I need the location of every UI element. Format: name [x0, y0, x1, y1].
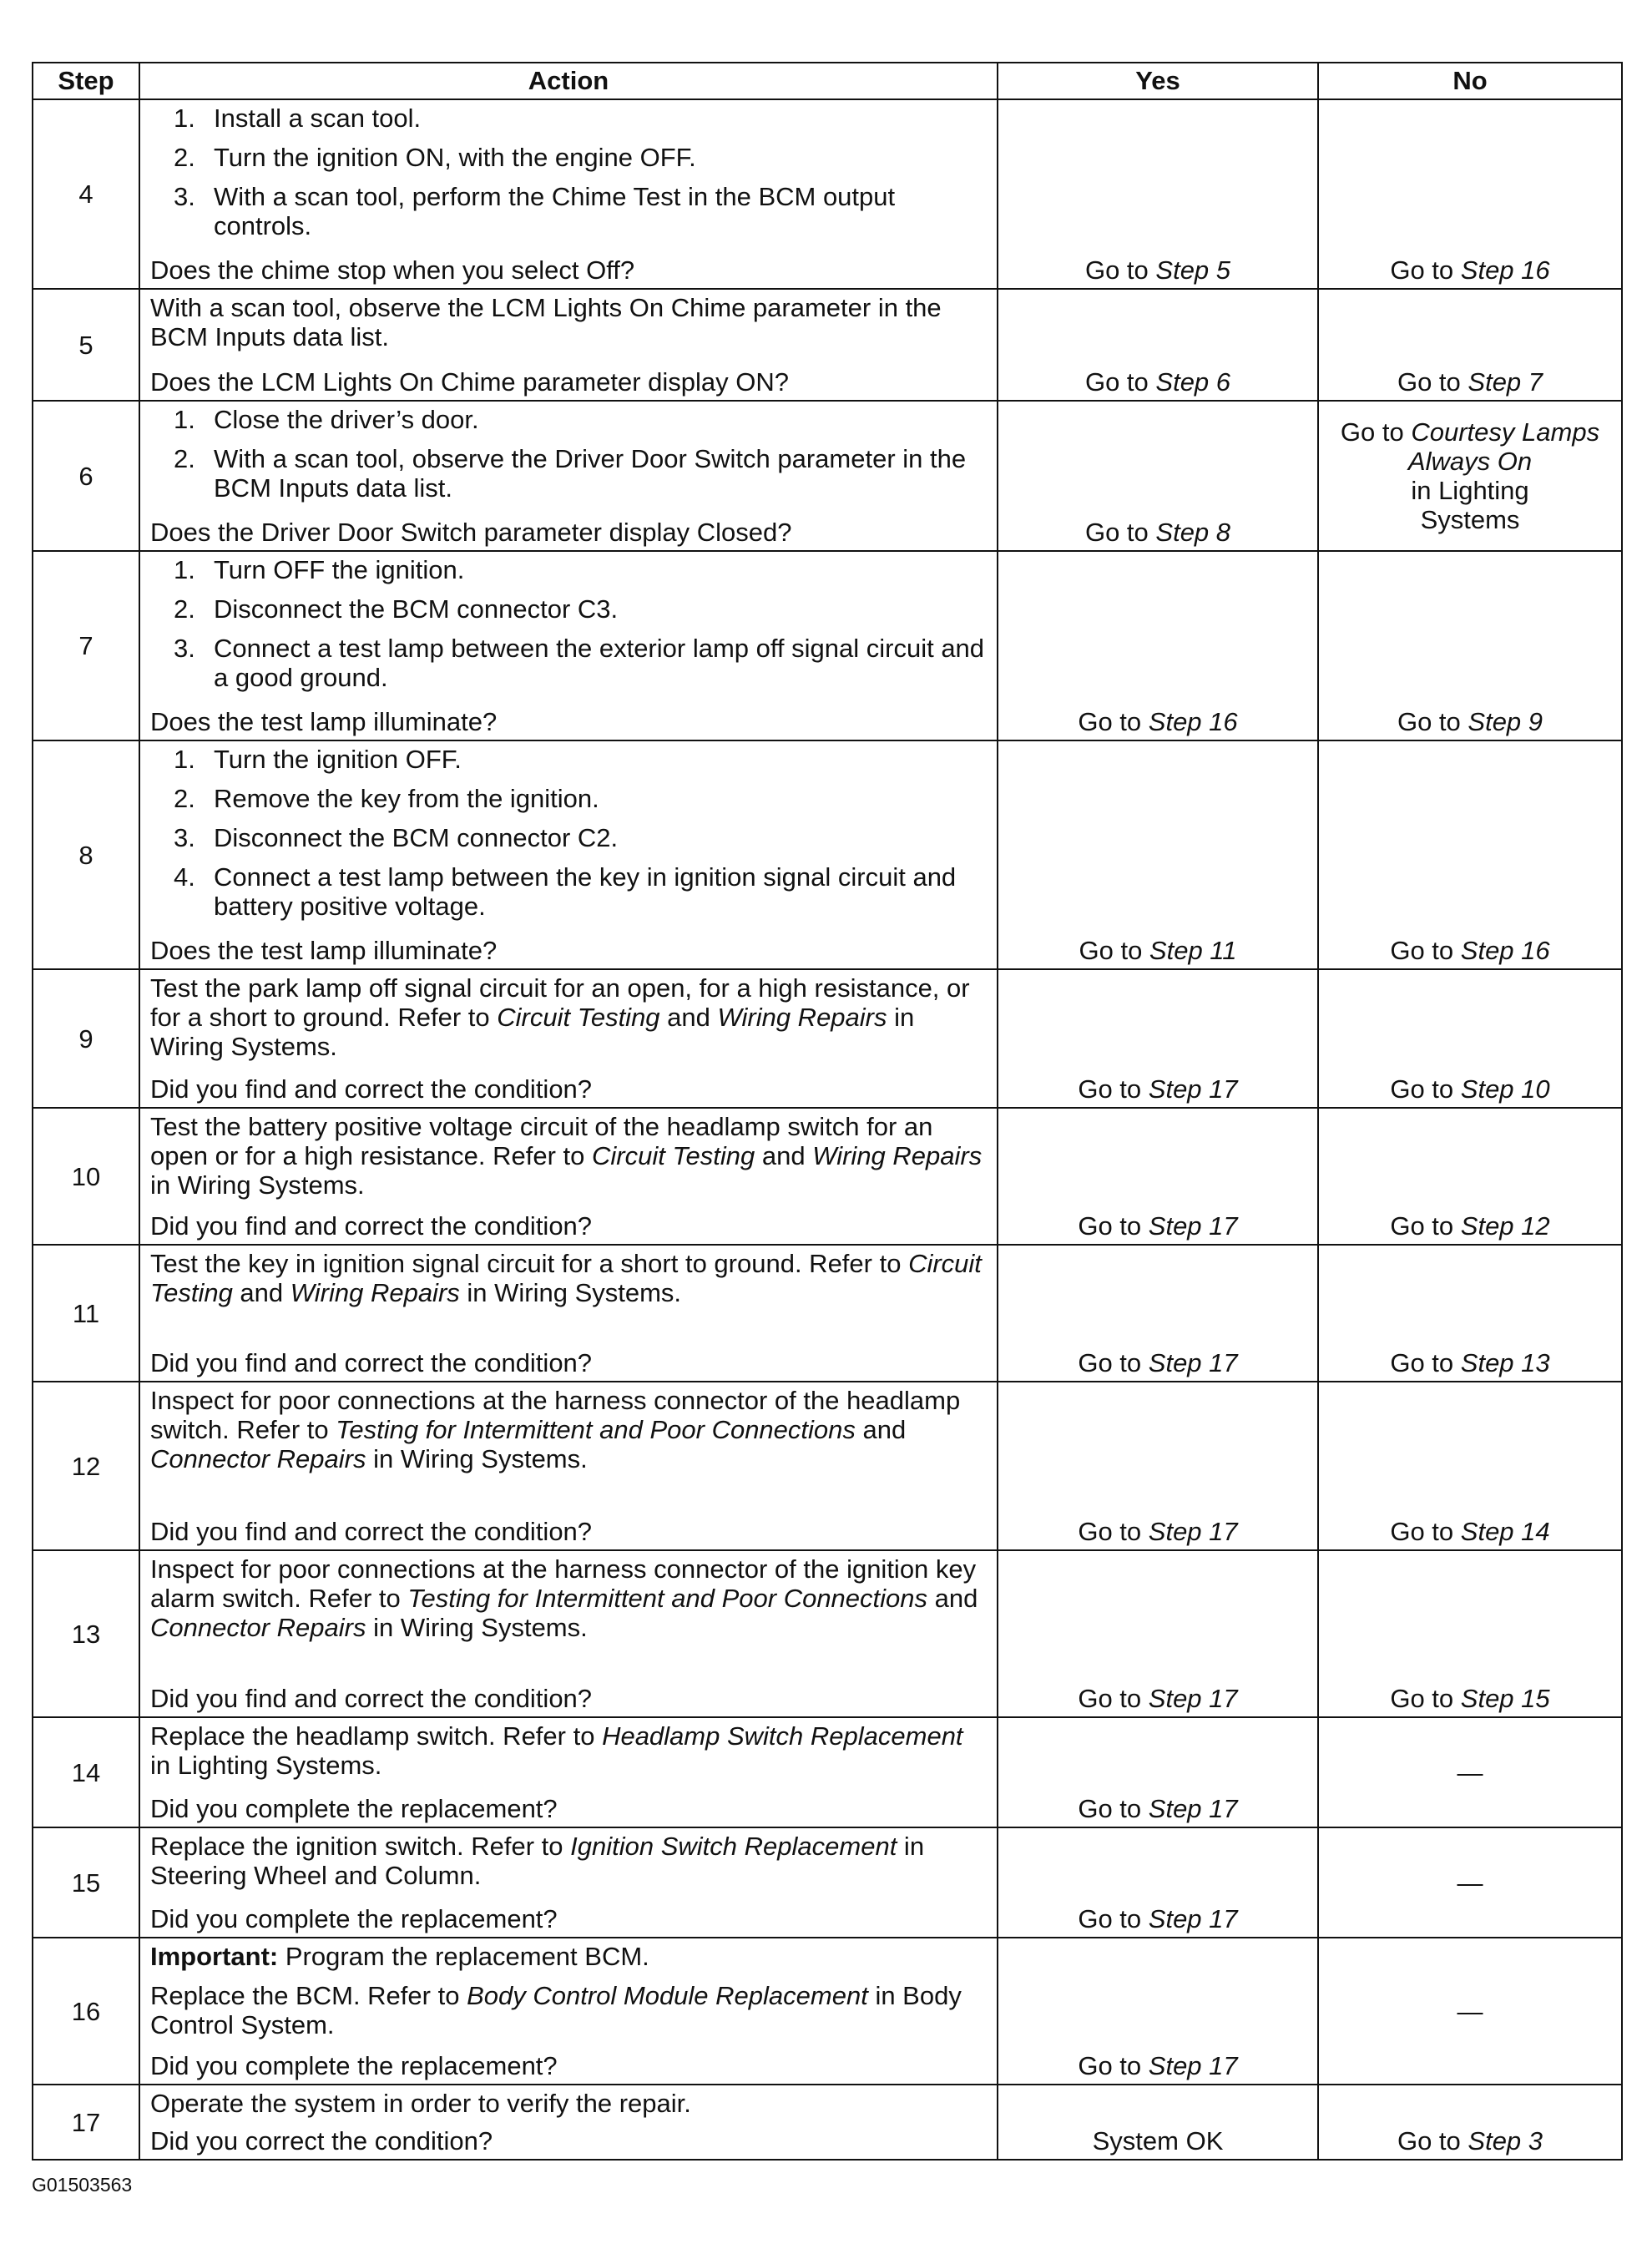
reference-text: Courtesy Lamps — [1411, 417, 1600, 447]
procedure-item — [150, 104, 987, 133]
reference-text: Step 10 — [1460, 1074, 1550, 1104]
text-run: Test the battery positive voltage circuit of the headlamp switch for an open or for a high resistance. Refer to — [150, 1112, 933, 1170]
yes-result — [998, 1245, 1318, 1382]
reference-text: Step 17 — [1148, 1074, 1238, 1104]
text-run: Go to — [1078, 1348, 1149, 1377]
action-cell — [139, 289, 998, 401]
reference-text: Step 14 — [1460, 1517, 1550, 1546]
text-run: — — [1457, 1867, 1483, 1898]
action-question: Does the test lamp illuminate? — [150, 707, 498, 736]
reference-text: Wiring Repairs — [717, 1003, 887, 1032]
item-text: Turn the ignition OFF. — [214, 745, 462, 774]
text-run: System OK — [1092, 2126, 1224, 2156]
action-question: Did you correct the condition? — [150, 2126, 493, 2156]
reference-text: Step 15 — [1460, 1684, 1550, 1713]
action-cell — [139, 551, 998, 740]
reference-text: Step 17 — [1148, 1794, 1238, 1823]
action-paragraph — [150, 293, 987, 351]
text-run: Go to — [1390, 1348, 1461, 1377]
procedure-item — [150, 784, 987, 813]
reference-text: Step 3 — [1468, 2126, 1543, 2156]
item-number: 3. — [174, 634, 195, 663]
item-text: Connect a test lamp between the key in ignition signal circuit and battery positive voltage. — [214, 862, 957, 921]
action-paragraph — [150, 1554, 987, 1642]
yes-result — [998, 1827, 1318, 1938]
table-row — [33, 99, 1622, 289]
step-number: 4 — [33, 99, 139, 289]
action-question: Did you complete the replacement? — [150, 1794, 558, 1823]
procedure-list — [150, 555, 987, 692]
text-run: Go to — [1397, 707, 1468, 736]
reference-text: Connector Repairs — [150, 1444, 366, 1473]
no-result — [1318, 289, 1622, 401]
text-run: in Wiring Systems. — [150, 1003, 915, 1061]
reference-text: Wiring Repairs — [812, 1141, 983, 1170]
reference-text: Step 9 — [1468, 707, 1543, 736]
no-result — [1318, 551, 1622, 740]
action-question: Does the test lamp illuminate? — [150, 936, 498, 965]
yes-result — [998, 2085, 1318, 2160]
step-number: 5 — [33, 289, 139, 401]
procedure-item — [150, 555, 987, 584]
step-number: 15 — [33, 1827, 139, 1938]
reference-text: Always On — [1407, 447, 1533, 476]
text-run: in Lighting — [1411, 476, 1529, 505]
no-result — [1318, 2085, 1622, 2160]
action-paragraph — [150, 1386, 987, 1473]
step-number: 8 — [33, 740, 139, 969]
reference-text: Testing for Intermittent and Poor Connections — [336, 1415, 856, 1444]
table-row — [33, 1245, 1622, 1382]
text-run: Go to — [1079, 936, 1149, 965]
procedure-item — [150, 405, 987, 434]
text-run: Replace the ignition switch. Refer to — [150, 1832, 571, 1861]
text-run: Go to — [1078, 1074, 1149, 1104]
text-run: — — [1457, 1996, 1483, 2026]
no-result — [1318, 1108, 1622, 1245]
text-run: Go to — [1078, 1794, 1149, 1823]
reference-text: Step 17 — [1148, 1517, 1238, 1546]
reference-text: Step 17 — [1148, 1684, 1238, 1713]
text-run: in Wiring Systems. — [366, 1613, 588, 1642]
action-paragraph — [150, 1981, 987, 2039]
yes-result — [998, 401, 1318, 551]
text-run: Go to — [1390, 936, 1461, 965]
reference-text: Testing for Intermittent and Poor Connections — [407, 1584, 928, 1613]
text-run: Go to — [1390, 1517, 1461, 1546]
item-number: 2. — [174, 784, 195, 813]
reference-text: Headlamp Switch Replacement — [602, 1721, 963, 1751]
text-run: and — [927, 1584, 978, 1613]
step-number: 17 — [33, 2085, 139, 2160]
step-number: 13 — [33, 1550, 139, 1717]
action-paragraph — [150, 1721, 987, 1780]
action-cell — [139, 1827, 998, 1938]
item-text: Install a scan tool. — [214, 104, 422, 133]
action-cell — [139, 1382, 998, 1550]
reference-text: Step 6 — [1155, 367, 1231, 397]
reference-text: Wiring Repairs — [290, 1278, 460, 1307]
yes-result — [998, 1108, 1318, 1245]
reference-text: Connector Repairs — [150, 1613, 366, 1642]
item-text: Close the driver’s door. — [214, 405, 479, 434]
text-run: and — [855, 1415, 907, 1444]
no-result — [1318, 1717, 1622, 1827]
reference-text: Step 17 — [1148, 2051, 1238, 2080]
text-run: Operate the system in order to verify the repair. — [150, 2089, 691, 2118]
text-run: Go to — [1084, 255, 1156, 285]
yes-result — [998, 1938, 1318, 2085]
action-paragraph — [150, 1112, 987, 1200]
action-question: Does the Driver Door Switch parameter display Closed? — [150, 518, 792, 547]
action-cell — [139, 1108, 998, 1245]
step-number: 12 — [33, 1382, 139, 1550]
reference-text: Circuit Testing — [592, 1141, 755, 1170]
diagnostic-table — [32, 62, 1623, 2161]
action-question: Did you find and correct the condition? — [150, 1517, 593, 1546]
step-number: 9 — [33, 969, 139, 1108]
no-result — [1318, 740, 1622, 969]
item-text: Disconnect the BCM connector C3. — [214, 594, 619, 624]
item-text: With a scan tool, observe the Driver Door Switch parameter in the BCM Inputs data list. — [214, 444, 967, 503]
yes-result — [998, 551, 1318, 740]
item-number: 2. — [174, 143, 195, 172]
table-body — [33, 99, 1622, 2160]
table-row — [33, 1717, 1622, 1827]
no-result — [1318, 99, 1622, 289]
action-question: Did you find and correct the condition? — [150, 1684, 593, 1713]
bold-label: Important: — [150, 1942, 279, 1971]
step-number: 6 — [33, 401, 139, 551]
procedure-item — [150, 823, 987, 852]
item-text: Turn the ignition ON, with the engine OFF. — [214, 143, 696, 172]
procedure-item — [150, 444, 987, 503]
action-question: Does the chime stop when you select Off? — [150, 255, 635, 285]
table-row — [33, 740, 1622, 969]
text-run: Test the park lamp off signal circuit for an open, for a high resistance, or for a short to ground. Refer to — [150, 973, 970, 1032]
reference-text: Step 12 — [1460, 1211, 1550, 1241]
item-text: Remove the key from the ignition. — [214, 784, 599, 813]
text-run: Replace the headlamp switch. Refer to — [150, 1721, 603, 1751]
no-result — [1318, 1382, 1622, 1550]
text-run: Replace the BCM. Refer to — [150, 1981, 467, 2010]
table-row — [33, 2085, 1622, 2160]
reference-text: Circuit Testing — [150, 1249, 982, 1307]
action-question: Did you complete the replacement? — [150, 1904, 558, 1933]
table-header-row — [33, 63, 1622, 99]
table-row — [33, 1827, 1622, 1938]
action-cell — [139, 1717, 998, 1827]
item-text: Disconnect the BCM connector C2. — [214, 823, 619, 852]
text-run: Go to — [1340, 417, 1412, 447]
yes-result — [998, 1382, 1318, 1550]
reference-text: Body Control Module Replacement — [467, 1981, 868, 2010]
text-run: Go to — [1390, 255, 1461, 285]
procedure-list — [150, 104, 987, 240]
no-result — [1318, 1550, 1622, 1717]
item-number: 3. — [174, 182, 195, 211]
item-number: 3. — [174, 823, 195, 852]
no-result-line — [1329, 417, 1611, 447]
text-run: and — [659, 1003, 718, 1032]
action-question: Did you complete the replacement? — [150, 2051, 558, 2080]
text-run: Go to — [1084, 518, 1156, 547]
procedure-item — [150, 745, 987, 774]
reference-text: Step 13 — [1460, 1348, 1550, 1377]
yes-result — [998, 289, 1318, 401]
item-number: 1. — [174, 555, 195, 584]
yes-result — [998, 969, 1318, 1108]
text-run: in Wiring Systems. — [150, 1170, 365, 1200]
step-number: 10 — [33, 1108, 139, 1245]
item-number: 1. — [174, 405, 195, 434]
reference-text: Step 17 — [1148, 1211, 1238, 1241]
item-number: 1. — [174, 745, 195, 774]
text-run: and — [232, 1278, 290, 1307]
step-number: 16 — [33, 1938, 139, 2085]
text-run: in Wiring Systems. — [459, 1278, 682, 1307]
text-run: Go to — [1390, 1074, 1461, 1104]
table-row — [33, 1938, 1622, 2085]
text-run: in Lighting Systems. — [150, 1751, 382, 1780]
table-row — [33, 551, 1622, 740]
yes-result — [998, 1717, 1318, 1827]
reference-text: Step 8 — [1155, 518, 1231, 547]
text-run: Systems — [1420, 505, 1520, 534]
table-row — [33, 1382, 1622, 1550]
no-result-line — [1329, 476, 1611, 505]
header-step: Step — [33, 63, 139, 99]
action-paragraph — [150, 973, 987, 1061]
text-run: Go to — [1078, 2051, 1149, 2080]
item-number: 1. — [174, 104, 195, 133]
text-run: Go to — [1397, 2126, 1468, 2156]
procedure-item — [150, 634, 987, 692]
reference-text: Circuit Testing — [497, 1003, 660, 1032]
action-question: Did you find and correct the condition? — [150, 1348, 593, 1377]
procedure-item — [150, 594, 987, 624]
action-paragraph — [150, 1832, 987, 1890]
text-run: Program the replacement BCM. — [278, 1942, 649, 1971]
action-question: Did you find and correct the condition? — [150, 1074, 593, 1104]
action-cell — [139, 1938, 998, 2085]
yes-result — [998, 99, 1318, 289]
text-run: Go to — [1078, 1517, 1149, 1546]
no-result — [1318, 1827, 1622, 1938]
no-result — [1318, 969, 1622, 1108]
reference-text: Step 16 — [1460, 255, 1550, 285]
text-run: Go to — [1078, 1211, 1149, 1241]
table-row — [33, 401, 1622, 551]
text-run: and — [755, 1141, 813, 1170]
reference-text: Step 17 — [1148, 1904, 1238, 1933]
action-paragraph — [150, 1942, 987, 1971]
action-cell — [139, 1550, 998, 1717]
table-row — [33, 1550, 1622, 1717]
text-run: Go to — [1084, 367, 1156, 397]
action-paragraph — [150, 1249, 987, 1307]
text-run: Go to — [1390, 1684, 1461, 1713]
reference-text: Step 17 — [1148, 1348, 1238, 1377]
action-cell — [139, 401, 998, 551]
text-run: Go to — [1397, 367, 1468, 397]
item-number: 2. — [174, 444, 195, 473]
figure-id: G01503563 — [32, 2174, 133, 2196]
header-no: No — [1318, 63, 1622, 99]
header-yes: Yes — [998, 63, 1318, 99]
item-number: 4. — [174, 862, 195, 892]
no-result — [1318, 1938, 1622, 2085]
action-cell — [139, 2085, 998, 2160]
text-run: Inspect for poor connections at the harness connector of the headlamp switch. Refer to — [150, 1386, 961, 1444]
action-cell — [139, 99, 998, 289]
text-run: in Wiring Systems. — [366, 1444, 588, 1473]
reference-text: Step 5 — [1155, 255, 1231, 285]
action-question: Did you find and correct the condition? — [150, 1211, 593, 1241]
reference-text: Step 16 — [1460, 936, 1550, 965]
procedure-item — [150, 182, 987, 240]
text-run: Inspect for poor connections at the harness connector of the ignition key alarm switch. Refer to — [150, 1554, 977, 1613]
action-paragraph — [150, 2089, 987, 2118]
procedure-item — [150, 862, 987, 921]
step-number: 14 — [33, 1717, 139, 1827]
no-result-line — [1329, 447, 1611, 476]
header-action: Action — [139, 63, 998, 99]
no-result — [1318, 401, 1622, 551]
action-cell — [139, 1245, 998, 1382]
procedure-list — [150, 405, 987, 503]
text-run: With a scan tool, observe the LCM Lights On Chime parameter in the BCM Inputs data list. — [150, 293, 942, 351]
no-result — [1318, 1245, 1622, 1382]
action-cell — [139, 969, 998, 1108]
text-run: Go to — [1078, 707, 1149, 736]
reference-text: Ignition Switch Replacement — [570, 1832, 897, 1861]
table-row — [33, 1108, 1622, 1245]
reference-text: Step 7 — [1468, 367, 1543, 397]
text-run: — — [1457, 1757, 1483, 1787]
text-run: in Body Control System. — [150, 1981, 962, 2039]
text-run: Go to — [1078, 1684, 1149, 1713]
reference-text: Step 16 — [1148, 707, 1238, 736]
yes-result — [998, 740, 1318, 969]
text-run: Go to — [1078, 1904, 1149, 1933]
item-text: Connect a test lamp between the exterior lamp off signal circuit and a good ground. — [214, 634, 985, 692]
no-result-line — [1329, 505, 1611, 534]
yes-result — [998, 1550, 1318, 1717]
table-row — [33, 969, 1622, 1108]
item-text: Turn OFF the ignition. — [214, 555, 465, 584]
procedure-item — [150, 143, 987, 172]
text-run: Test the key in ignition signal circuit for a short to ground. Refer to — [150, 1249, 909, 1278]
step-number: 7 — [33, 551, 139, 740]
action-question: Does the LCM Lights On Chime parameter display ON? — [150, 367, 789, 397]
item-number: 2. — [174, 594, 195, 624]
table-row — [33, 289, 1622, 401]
text-run: Go to — [1390, 1211, 1461, 1241]
text-run: in Steering Wheel and Column. — [150, 1832, 925, 1890]
step-number: 11 — [33, 1245, 139, 1382]
reference-text: Step 11 — [1149, 936, 1237, 965]
action-cell — [139, 740, 998, 969]
item-text: With a scan tool, perform the Chime Test in the BCM output controls. — [214, 182, 896, 240]
procedure-list — [150, 745, 987, 921]
